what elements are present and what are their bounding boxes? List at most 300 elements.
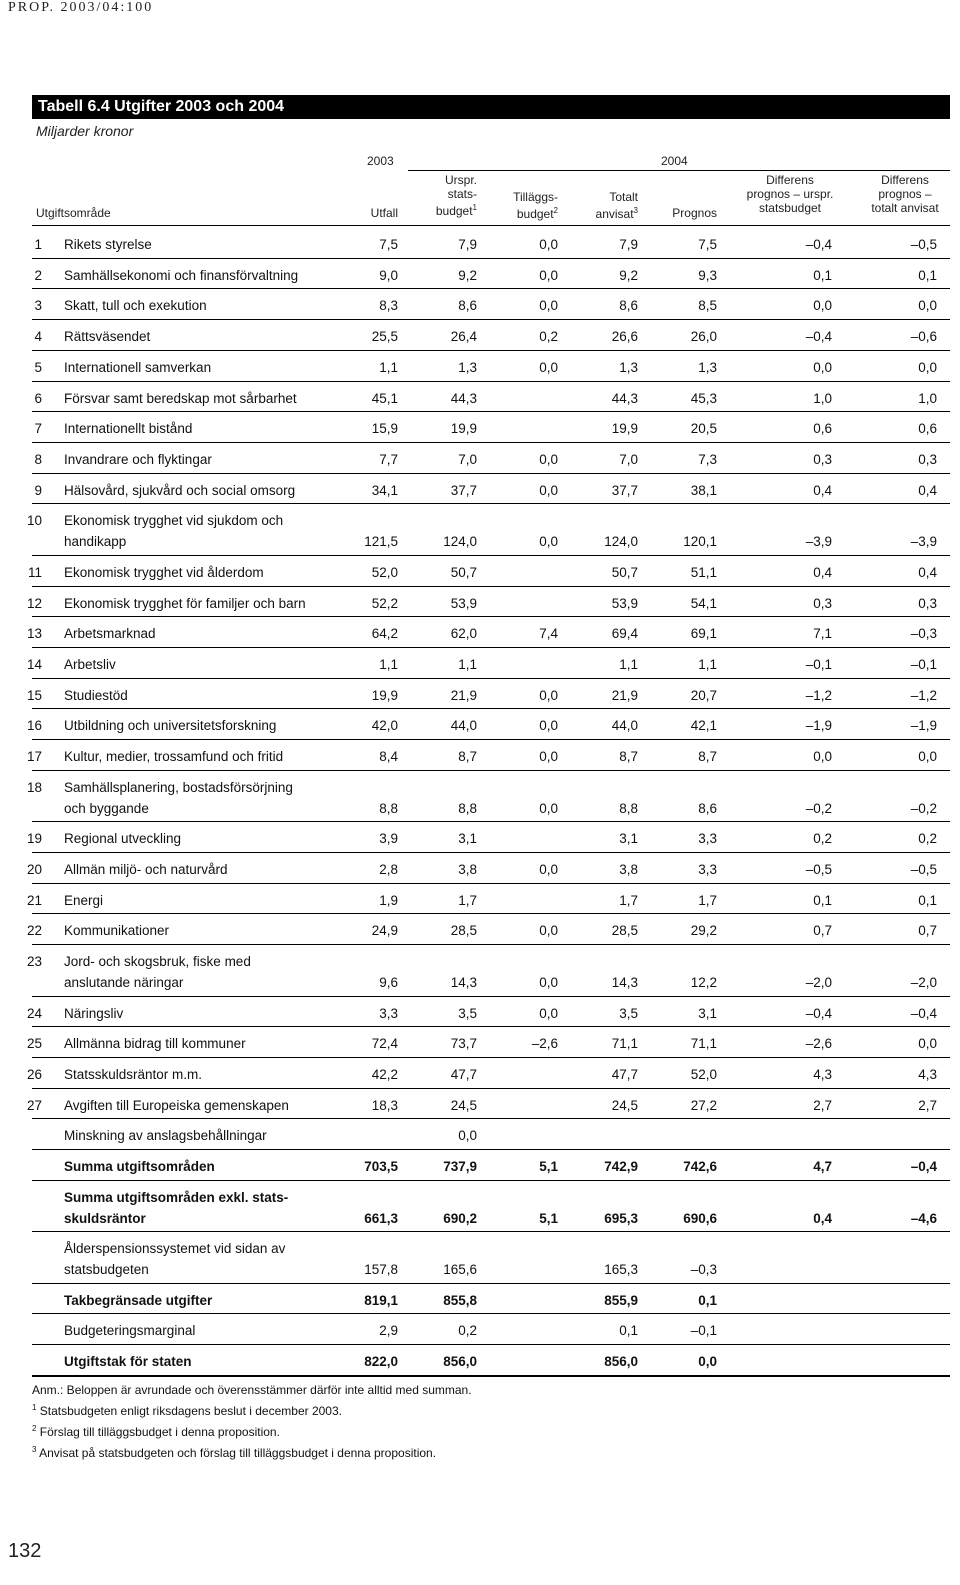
row-name (64, 265, 298, 286)
value-cell: 9,3 (698, 267, 717, 283)
row-number: 12 (26, 595, 42, 611)
footnote-anm-label: Anm. (32, 1383, 61, 1397)
row-name (64, 562, 264, 583)
table-row (0, 771, 960, 823)
summary-row (0, 1150, 960, 1181)
value-cell: 8,6 (698, 800, 717, 816)
table-row (0, 587, 960, 618)
row-name (64, 1003, 123, 1024)
summary-row (0, 1284, 960, 1315)
header-total-allocated (578, 190, 638, 221)
row-name-line1: Kommunikationer (64, 923, 170, 939)
row-name (64, 920, 169, 941)
row-number: 5 (34, 359, 42, 375)
row-name (64, 951, 251, 993)
value-cell: 52,0 (690, 1066, 717, 1082)
row-number: 10 (26, 513, 42, 529)
value-cell: 8,5 (698, 298, 717, 314)
row-number: 13 (26, 626, 42, 642)
value-cell: –0,5 (805, 861, 832, 877)
row-name (64, 593, 306, 614)
value-cell: 2,8 (379, 861, 398, 877)
value-cell: 3,3 (379, 1005, 398, 1021)
row-name-line1: Budgeteringsmarginal (64, 1323, 196, 1339)
value-cell: 120,1 (683, 534, 717, 550)
value-cell: 0,2 (918, 831, 937, 847)
table-subtitle: Miljarder kronor (36, 123, 134, 139)
footnote-3 (32, 1441, 472, 1462)
value-cell: 28,5 (450, 923, 477, 939)
value-cell: –3,9 (805, 534, 832, 550)
row-name (64, 1351, 192, 1372)
row-name-line1: Ekonomisk trygghet vid ålderdom (64, 564, 264, 580)
row-name (64, 685, 128, 706)
row-number: 15 (26, 687, 42, 703)
row-name (64, 295, 207, 316)
value-cell: –0,2 (805, 800, 832, 816)
row-number: 8 (34, 451, 42, 467)
value-cell: 8,7 (458, 749, 477, 764)
value-cell: 695,3 (604, 1210, 638, 1226)
value-cell: 34,1 (371, 482, 398, 498)
value-cell: 47,7 (611, 1066, 638, 1082)
value-cell: 8,4 (379, 749, 398, 764)
value-cell: 742,6 (683, 1159, 717, 1174)
value-cell: 44,3 (611, 390, 638, 406)
value-cell: 0,4 (918, 482, 937, 498)
table-row (0, 228, 960, 259)
value-cell: 7,3 (698, 451, 717, 467)
table-row (0, 822, 960, 853)
row-name-line1: Försvar samt beredskap mot sårbarhet (64, 390, 297, 406)
value-cell: 14,3 (450, 975, 477, 990)
value-cell: 2,9 (379, 1323, 398, 1339)
year-2003-label: 2003 (367, 154, 394, 168)
value-cell: 165,3 (604, 1262, 638, 1278)
value-cell: 742,9 (604, 1159, 638, 1174)
row-number: 6 (34, 390, 42, 406)
row-number: 9 (34, 482, 42, 498)
value-cell: 7,7 (379, 451, 398, 467)
row-name-line1: Kultur, medier, trossamfund och fritid (64, 749, 284, 764)
value-cell: 1,9 (379, 892, 398, 908)
row-name-line1: Statsskuldsräntor m.m. (64, 1066, 203, 1082)
row-name-line1: Utbildning och universitetsforskning (64, 718, 277, 734)
value-cell: 3,5 (458, 1005, 477, 1021)
value-cell: 18,3 (371, 1097, 398, 1113)
row-separator (32, 1375, 950, 1377)
value-cell: 0,1 (698, 1292, 717, 1308)
row-number: 23 (26, 954, 42, 969)
value-cell: 856,0 (604, 1354, 638, 1370)
table-row (0, 320, 960, 351)
value-cell: 0,0 (539, 267, 558, 283)
value-cell: 7,0 (458, 451, 477, 467)
value-cell: 0,0 (539, 687, 558, 703)
value-cell: 0,2 (458, 1323, 477, 1339)
value-cell: 12,2 (690, 975, 717, 990)
row-name-line1: Arbetsmarknad (64, 626, 156, 642)
value-cell: 0,0 (539, 923, 558, 939)
table-row (0, 648, 960, 679)
row-name-line1: Energi (64, 892, 104, 908)
row-name-line2: och byggande (64, 800, 149, 816)
value-cell: –0,3 (690, 1262, 717, 1278)
value-cell: –2,6 (531, 1036, 558, 1052)
value-cell: 26,4 (450, 329, 477, 345)
header-total-line1: Totalt (609, 190, 638, 204)
table-row (0, 1089, 960, 1120)
row-number: 1 (34, 237, 42, 252)
value-cell: 0,0 (539, 482, 558, 498)
row-name-line1: Summa utgiftsområden exkl. stats- (64, 1189, 289, 1205)
table-row (0, 443, 960, 474)
value-cell: 0,0 (918, 359, 937, 375)
row-name-line1: Ålderspensionssystemet vid sidan av (64, 1241, 286, 1257)
value-cell: 0,3 (813, 451, 832, 467)
footnotes (32, 1382, 472, 1462)
value-cell: 45,1 (371, 390, 398, 406)
header-total-line2 (578, 204, 638, 221)
value-cell: 0,0 (539, 718, 558, 734)
value-cell: 1,0 (918, 390, 937, 406)
header-supplementary-line2 (490, 204, 558, 221)
value-cell: 0,1 (813, 892, 832, 908)
row-number: 22 (26, 923, 42, 939)
value-cell: 27,2 (690, 1097, 717, 1113)
row-name-line1: Rättsväsendet (64, 329, 151, 345)
row-name-line1: Ekonomisk trygghet för familjer och barn (64, 595, 306, 611)
value-cell: 8,3 (379, 298, 398, 314)
header-area: Utgiftsområde (36, 206, 111, 220)
table-row (0, 556, 960, 587)
value-cell: 2,7 (813, 1097, 832, 1113)
value-cell: 855,9 (604, 1292, 638, 1308)
value-cell: 0,0 (539, 861, 558, 877)
value-cell: 121,5 (364, 534, 398, 550)
value-cell: –0,1 (805, 656, 832, 672)
value-cell: 64,2 (371, 626, 398, 642)
value-cell: 2,7 (918, 1097, 937, 1113)
year-2004-rule (408, 170, 950, 171)
row-name-line1: Avgiften till Europeiska gemenskapen (64, 1097, 289, 1113)
value-cell: 7,5 (698, 237, 717, 252)
value-cell: 3,8 (619, 861, 638, 877)
row-name (64, 1156, 215, 1177)
header-diff1-line3: statsbudget (758, 201, 822, 215)
value-cell: 8,6 (458, 298, 477, 314)
row-name-line1: Allmänna bidrag till kommuner (64, 1036, 246, 1052)
value-cell: 52,0 (371, 564, 398, 580)
row-number: 21 (26, 892, 42, 908)
table-row (0, 504, 960, 556)
value-cell: 690,6 (683, 1210, 717, 1226)
row-name-line2: anslutande näringar (64, 975, 184, 990)
value-cell: 7,0 (619, 451, 638, 467)
header-original-line3 (415, 201, 477, 218)
header-difference-total (860, 173, 950, 215)
value-cell: –1,2 (805, 687, 832, 703)
value-cell: 3,1 (619, 831, 638, 847)
value-cell: 71,1 (690, 1036, 717, 1052)
value-cell: 0,0 (539, 800, 558, 816)
value-cell: 8,7 (619, 749, 638, 764)
table-row (0, 945, 960, 997)
value-cell: 15,9 (371, 421, 398, 437)
value-cell: 822,0 (364, 1354, 398, 1370)
footnote-1-marker: 1 (32, 1403, 37, 1412)
value-cell: 165,6 (443, 1262, 477, 1278)
row-name (64, 1064, 202, 1085)
header-forecast: Prognos (672, 206, 717, 220)
table-row (0, 709, 960, 740)
value-cell: 0,1 (813, 267, 832, 283)
value-cell: 3,8 (458, 861, 477, 877)
value-cell: 0,4 (813, 1210, 832, 1226)
row-name-line1: Invandrare och flyktingar (64, 451, 212, 467)
value-cell: –3,9 (910, 534, 937, 550)
value-cell: 0,3 (813, 595, 832, 611)
value-cell: 9,0 (379, 267, 398, 283)
value-cell: 47,7 (450, 1066, 477, 1082)
row-name-line1: Minskning av anslagsbehållningar (64, 1128, 267, 1144)
header-rule (32, 225, 950, 226)
value-cell: 3,1 (458, 831, 477, 847)
value-cell: 0,0 (918, 1036, 937, 1052)
header-supplementary-line1: Tilläggs- (513, 190, 558, 204)
value-cell: 44,0 (450, 718, 477, 734)
value-cell: 1,3 (458, 359, 477, 375)
value-cell: 62,0 (450, 626, 477, 642)
header-supplementary-text: budget (516, 207, 554, 221)
footnote-anm-text: : Beloppen är avrundade och överensstämmer därför inte alltid med summan. (60, 1383, 472, 1397)
value-cell: 1,1 (619, 656, 638, 672)
value-cell: 0,0 (813, 359, 832, 375)
value-cell: –0,3 (910, 626, 937, 642)
value-cell: –0,4 (805, 237, 832, 252)
value-cell: 5,1 (539, 1159, 558, 1174)
value-cell: 0,0 (813, 298, 832, 314)
table-row (0, 914, 960, 945)
value-cell: –0,4 (910, 1159, 937, 1174)
value-cell: 0,2 (539, 329, 558, 345)
row-number: 27 (26, 1097, 42, 1113)
table-row (0, 1027, 960, 1058)
header-diff2-line1: Differens (881, 173, 929, 187)
value-cell: 19,9 (371, 687, 398, 703)
value-cell: 0,0 (539, 975, 558, 990)
value-cell: 73,7 (450, 1036, 477, 1052)
value-cell: 124,0 (443, 534, 477, 550)
row-number: 19 (26, 831, 42, 847)
value-cell: 8,6 (619, 298, 638, 314)
value-cell: 42,0 (371, 718, 398, 734)
value-cell: 69,1 (690, 626, 717, 642)
value-cell: 1,7 (458, 892, 477, 908)
value-cell: 53,9 (450, 595, 477, 611)
table-row (0, 289, 960, 320)
row-name (64, 1320, 195, 1341)
value-cell: 0,4 (918, 564, 937, 580)
row-name (64, 234, 152, 255)
value-cell: –2,0 (805, 975, 832, 990)
value-cell: 1,7 (698, 892, 717, 908)
value-cell: 0,2 (813, 831, 832, 847)
row-name (64, 1290, 212, 1311)
value-cell: 4,3 (813, 1066, 832, 1082)
row-name (64, 715, 276, 736)
footnote-3-marker: 3 (32, 1445, 37, 1454)
table-row (0, 1058, 960, 1089)
value-cell: 9,6 (379, 975, 398, 990)
table-row (0, 617, 960, 648)
value-cell: 855,8 (443, 1292, 477, 1308)
value-cell: 54,1 (690, 595, 717, 611)
value-cell: 52,2 (371, 595, 398, 611)
value-cell: 703,5 (364, 1159, 398, 1174)
value-cell: 0,0 (539, 359, 558, 375)
row-name-line1: Jord- och skogsbruk, fiske med (64, 954, 251, 969)
value-cell: 20,7 (690, 687, 717, 703)
value-cell: 37,7 (450, 482, 477, 498)
row-name (64, 1095, 289, 1116)
table-row (0, 474, 960, 505)
row-name (64, 777, 293, 819)
row-name-line1: Hälsovård, sjukvård och social omsorg (64, 482, 296, 498)
value-cell: 42,2 (371, 1066, 398, 1082)
header-original-sup: 1 (472, 203, 477, 212)
table-title: Tabell 6.4 Utgifter 2003 och 2004 (32, 95, 950, 119)
value-cell: 26,6 (611, 329, 638, 345)
value-cell: 0,3 (918, 451, 937, 467)
footnote-2-text: Förslag till tilläggsbudget i denna proposition. (36, 1425, 280, 1439)
value-cell: 28,5 (611, 923, 638, 939)
header-diff1-line1: Differens (766, 173, 814, 187)
value-cell: 7,1 (813, 626, 832, 642)
value-cell: 124,0 (604, 534, 638, 550)
row-name (64, 1033, 246, 1054)
table-row (0, 853, 960, 884)
value-cell: 71,1 (611, 1036, 638, 1052)
table-row (0, 412, 960, 443)
footnote-3-text: Anvisat på statsbudgeten och förslag till tilläggsbudget i denna proposition. (36, 1446, 437, 1460)
value-cell: 24,5 (611, 1097, 638, 1113)
row-name-line1: Arbetsliv (64, 656, 116, 672)
value-cell: 72,4 (371, 1036, 398, 1052)
value-cell: 51,1 (690, 564, 717, 580)
row-name (64, 510, 283, 552)
value-cell: 4,7 (813, 1159, 832, 1174)
value-cell: 21,9 (450, 687, 477, 703)
row-number: 2 (34, 267, 42, 283)
value-cell: 37,7 (611, 482, 638, 498)
row-number: 16 (26, 718, 42, 734)
value-cell: 8,8 (458, 800, 477, 816)
footnote-1 (32, 1399, 472, 1420)
table-row (0, 884, 960, 915)
row-number: 17 (26, 749, 42, 764)
value-cell: 14,3 (611, 975, 638, 990)
value-cell: 157,8 (364, 1262, 398, 1278)
running-header: PROP. 2003/04:100 (8, 0, 154, 15)
row-name-line1: Studiestöd (64, 687, 128, 703)
row-name-line1: Skatt, tull och exekution (64, 298, 207, 314)
table-row (0, 740, 960, 771)
value-cell: 50,7 (611, 564, 638, 580)
footnote-anm (32, 1382, 472, 1399)
value-cell: –0,2 (910, 800, 937, 816)
value-cell: 661,3 (364, 1210, 398, 1226)
value-cell: 0,0 (918, 749, 937, 764)
value-cell: 0,4 (813, 564, 832, 580)
footnote-2-marker: 2 (32, 1424, 37, 1433)
value-cell: 3,1 (698, 1005, 717, 1021)
value-cell: 1,7 (619, 892, 638, 908)
header-diff1-line2: prognos – urspr. (746, 187, 834, 201)
summary-row (0, 1181, 960, 1233)
value-cell: 0,0 (458, 1128, 477, 1144)
row-name (64, 1238, 285, 1280)
row-name (64, 623, 156, 644)
row-number: 24 (26, 1005, 42, 1021)
value-cell: –0,4 (805, 329, 832, 345)
value-cell: 3,3 (698, 831, 717, 847)
value-cell: 0,4 (813, 482, 832, 498)
value-cell: 9,2 (458, 267, 477, 283)
row-name (64, 890, 103, 911)
value-cell: 44,3 (450, 390, 477, 406)
value-cell: –2,6 (805, 1036, 832, 1052)
row-name (64, 480, 295, 501)
value-cell: 26,0 (690, 329, 717, 345)
value-cell: 819,1 (364, 1292, 398, 1308)
value-cell: 0,0 (918, 298, 937, 314)
row-name-line1: Näringsliv (64, 1005, 124, 1021)
year-2004-label: 2004 (661, 154, 688, 168)
value-cell: 42,1 (690, 718, 717, 734)
row-name (64, 859, 228, 880)
row-number: 18 (26, 779, 42, 795)
value-cell: –0,6 (910, 329, 937, 345)
header-total-sup: 3 (633, 206, 638, 215)
value-cell: 0,3 (918, 595, 937, 611)
summary-row (0, 1119, 960, 1150)
value-cell: –1,2 (910, 687, 937, 703)
value-cell: 9,2 (619, 267, 638, 283)
value-cell: 69,4 (611, 626, 638, 642)
value-cell: 5,1 (539, 1210, 558, 1226)
value-cell: 0,6 (918, 421, 937, 437)
header-original-text: budget (435, 204, 473, 218)
row-name-line1: Internationellt bistånd (64, 421, 193, 437)
value-cell: 3,5 (619, 1005, 638, 1021)
table-row (0, 259, 960, 290)
value-cell: 690,2 (443, 1210, 477, 1226)
row-name-line2: skuldsräntor (64, 1210, 146, 1226)
row-name-line1: Utgiftstak för staten (64, 1354, 192, 1370)
row-number: 4 (34, 329, 42, 345)
header-diff2-line3: totalt anvisat (871, 201, 939, 215)
summary-row (0, 1232, 960, 1284)
value-cell: 19,9 (611, 421, 638, 437)
value-cell: 3,9 (379, 831, 398, 847)
value-cell: –0,5 (910, 237, 937, 252)
row-name-line1: Regional utveckling (64, 831, 182, 847)
value-cell: 8,7 (698, 749, 717, 764)
row-name (64, 357, 211, 378)
value-cell: 24,9 (371, 923, 398, 939)
table-row (0, 382, 960, 413)
